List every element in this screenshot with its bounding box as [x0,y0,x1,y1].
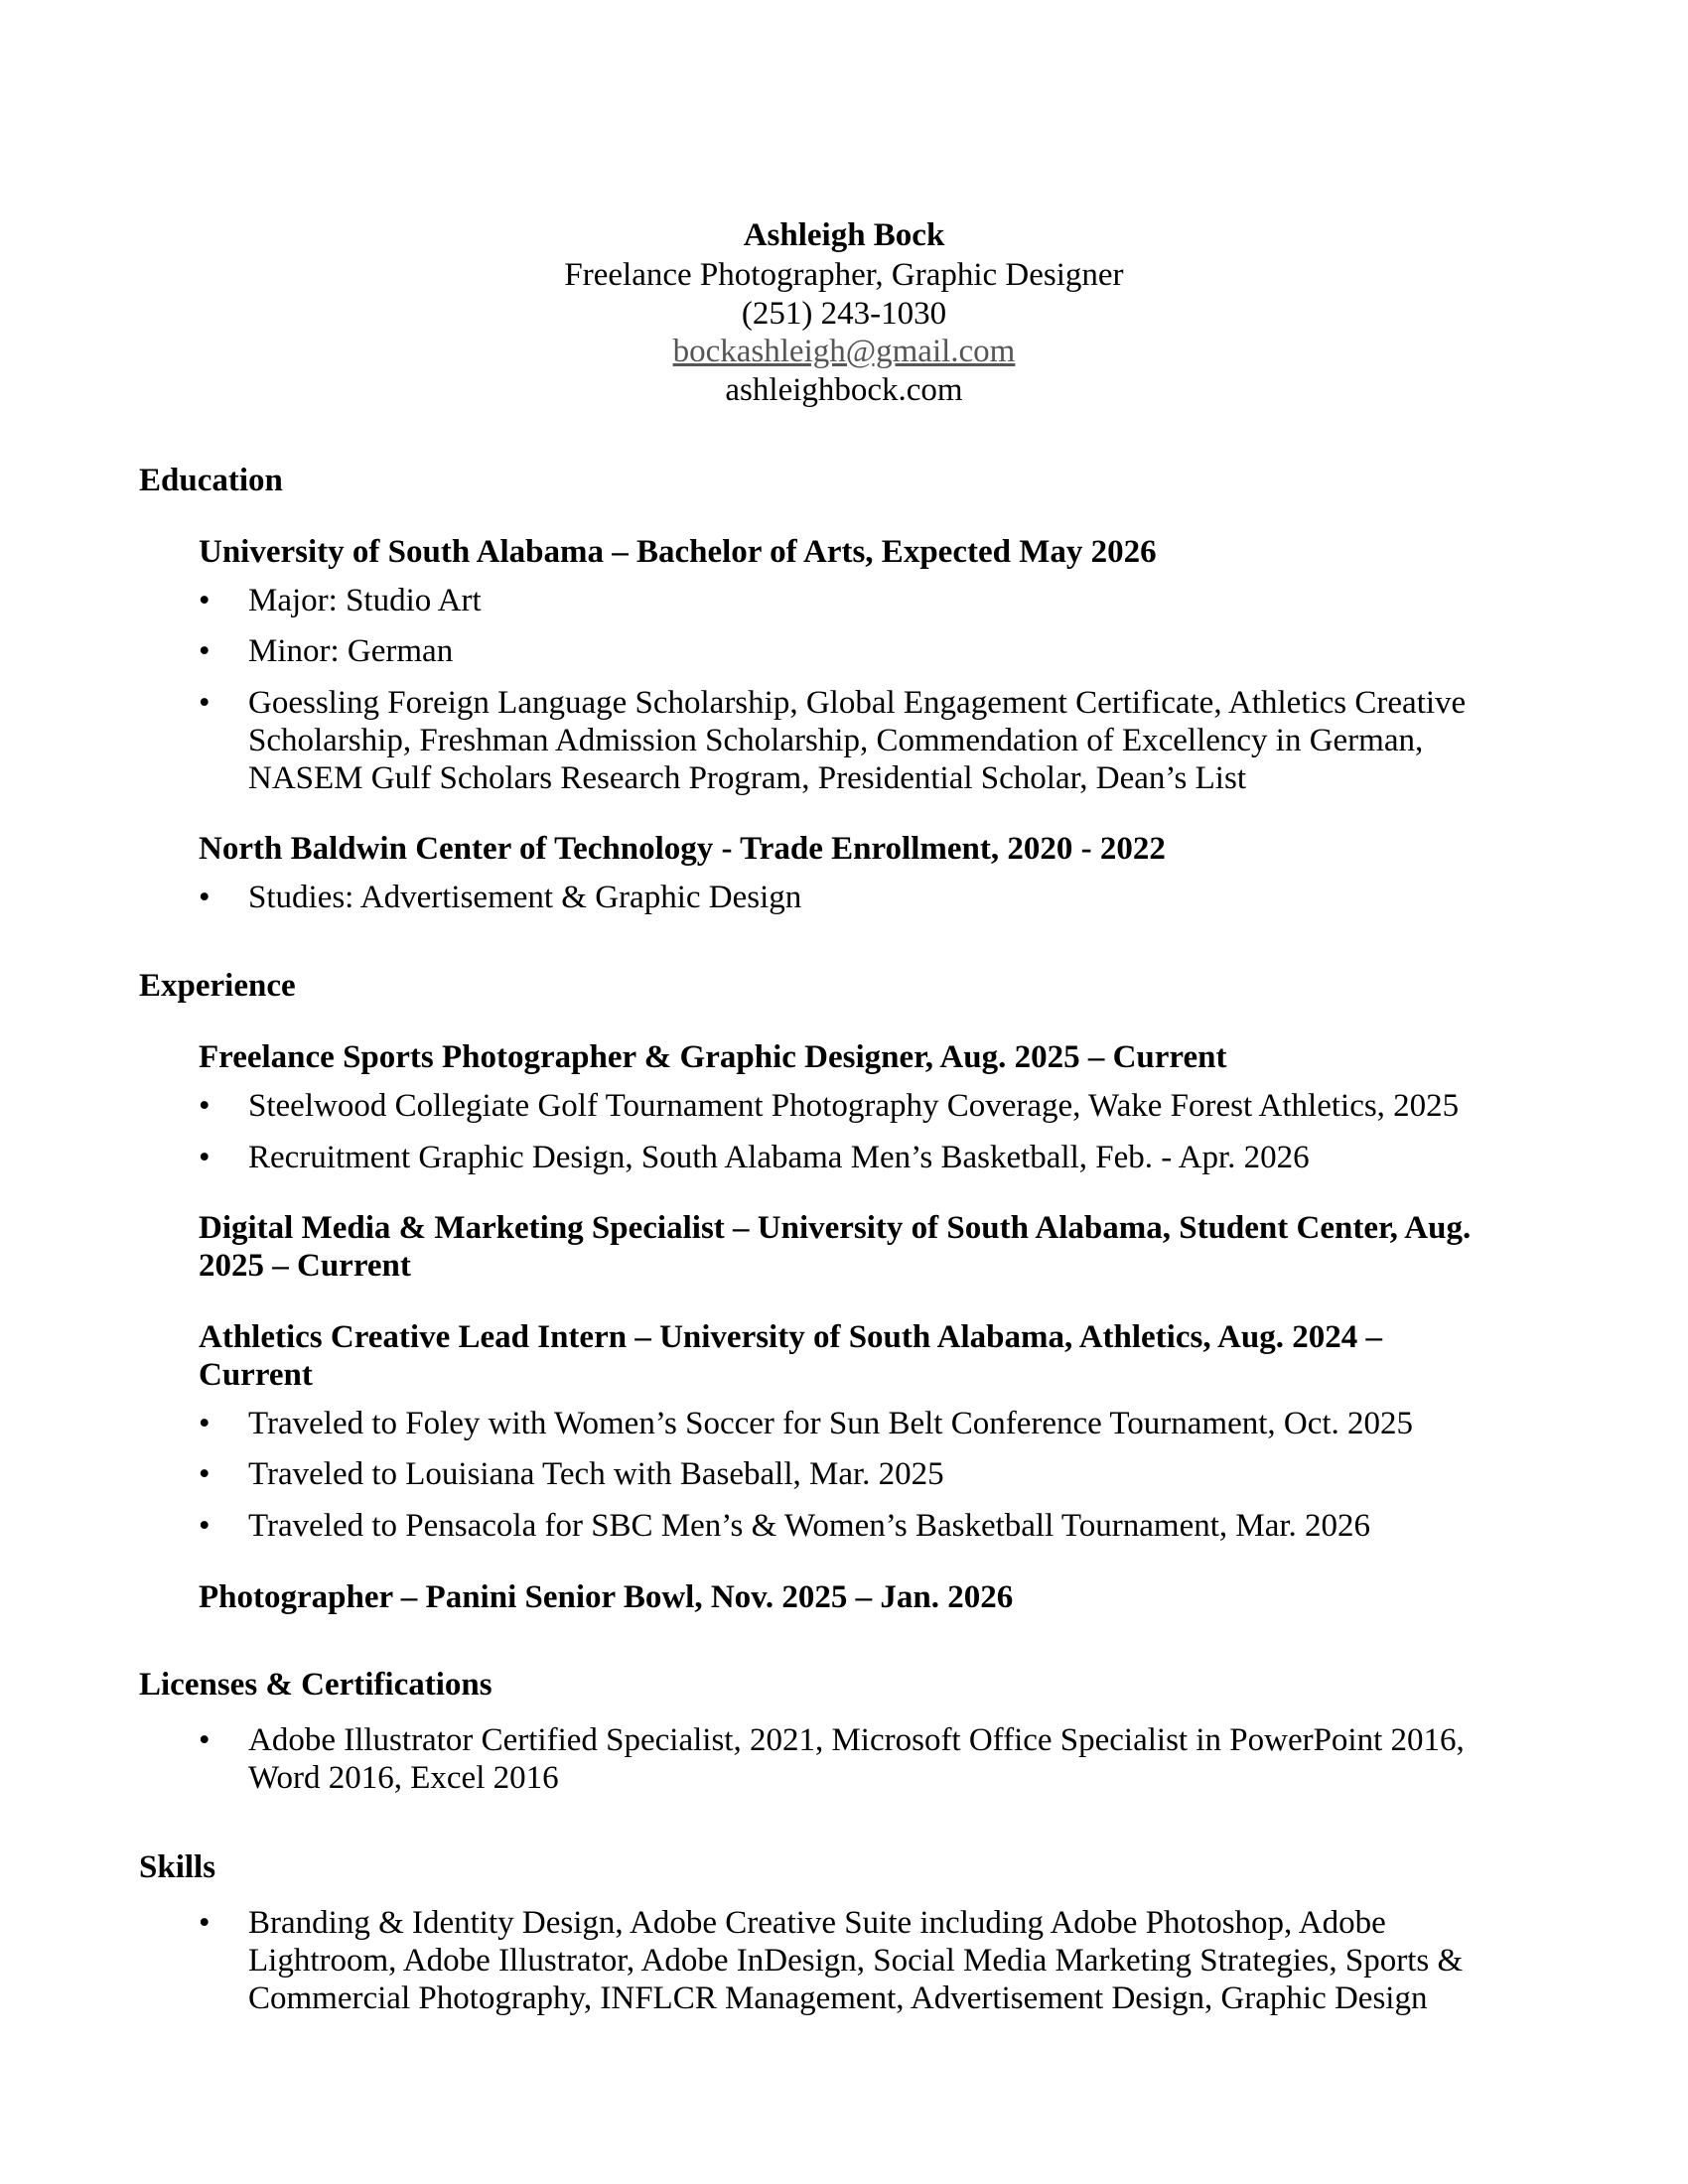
licenses-heading: Licenses & Certifications [139,1667,492,1703]
bullet-icon: • [199,1456,211,1492]
website: ashleighbock.com [725,371,963,408]
list-item-text: Studies: Advertisement & Graphic Design [248,880,802,915]
resume-header [0,214,1688,409]
list-item-text: Major: Studio Art [248,583,482,618]
education-heading: Education [139,463,283,498]
bullet-icon: • [199,1140,211,1175]
skills-heading: Skills [139,1849,216,1885]
experience-heading: Experience [139,968,296,1004]
bullet-icon: • [199,1905,211,1941]
list-item-text: Traveled to Louisiana Tech with Baseball, Mar. 2025 [248,1456,944,1492]
list-item-text: Traveled to Foley with Women’s Soccer for Sun Belt Conference Tournament, Oct. 2025 [248,1406,1414,1441]
bullet-icon: • [199,1088,211,1124]
bullet-icon: • [199,633,211,669]
experience-entry-title: Photographer – Panini Senior Bowl, Nov. 2025 – Jan. 2026 [199,1579,1014,1615]
experience-entry-title: Athletics Creative Lead Intern – University of South Alabama, Athletics, Aug. 2024 – Current [199,1319,1382,1393]
education-entry-title: University of South Alabama – Bachelor of Arts, Expected May 2026 [199,534,1157,570]
bullet-icon: • [199,880,211,915]
person-title: Freelance Photographer, Graphic Designer [564,257,1124,293]
experience-entry-title: Freelance Sports Photographer & Graphic Designer, Aug. 2025 – Current [199,1039,1227,1075]
experience-entry-title: Digital Media & Marketing Specialist – University of South Alabama, Student Center, Aug. 2025 – Current [199,1210,1472,1284]
list-item-text: Recruitment Graphic Design, South Alabama Men’s Basketball, Feb. - Apr. 2026 [248,1140,1310,1175]
email-link[interactable]: bockashleigh@gmail.com [672,334,1016,369]
list-item-text: Minor: German [248,633,454,669]
education-entry-title: North Baldwin Center of Technology - Trade Enrollment, 2020 - 2022 [199,831,1166,867]
list-item-text: Adobe Illustrator Certified Specialist, 2021, Microsoft Office Specialist in PowerPoint 2016, Word 2016, Excel 2016 [248,1722,1465,1796]
phone-number: (251) 243-1030 [741,295,947,332]
list-item-text: Steelwood Collegiate Golf Tournament Photography Coverage, Wake Forest Athletics, 2025 [248,1088,1460,1124]
bullet-icon: • [199,685,211,721]
bullet-icon: • [199,1406,211,1441]
bullet-icon: • [199,1508,211,1544]
bullet-icon: • [199,1722,211,1758]
bullet-icon: • [199,583,211,618]
list-item-text: Goessling Foreign Language Scholarship, Global Engagement Certificate, Athletics Creative Scholarship, Freshman Admission Scholarship, Commendation of Excellency in German, NASEM Gulf Scholars Research Program, Presidential Scholar, Dean’s List [248,685,1467,796]
list-item-text: Traveled to Pensacola for SBC Men’s & Women’s Basketball Tournament, Mar. 2026 [248,1508,1371,1544]
person-name: Ashleigh Bock [743,217,945,253]
list-item-text: Branding & Identity Design, Adobe Creative Suite including Adobe Photoshop, Adobe Lightroom, Adobe Illustrator, Adobe InDesign, Social Media Marketing Strategies, Sports & Commercial Photography, INFLCR Management, Advertisement Design, Graphic Design [248,1905,1464,2016]
